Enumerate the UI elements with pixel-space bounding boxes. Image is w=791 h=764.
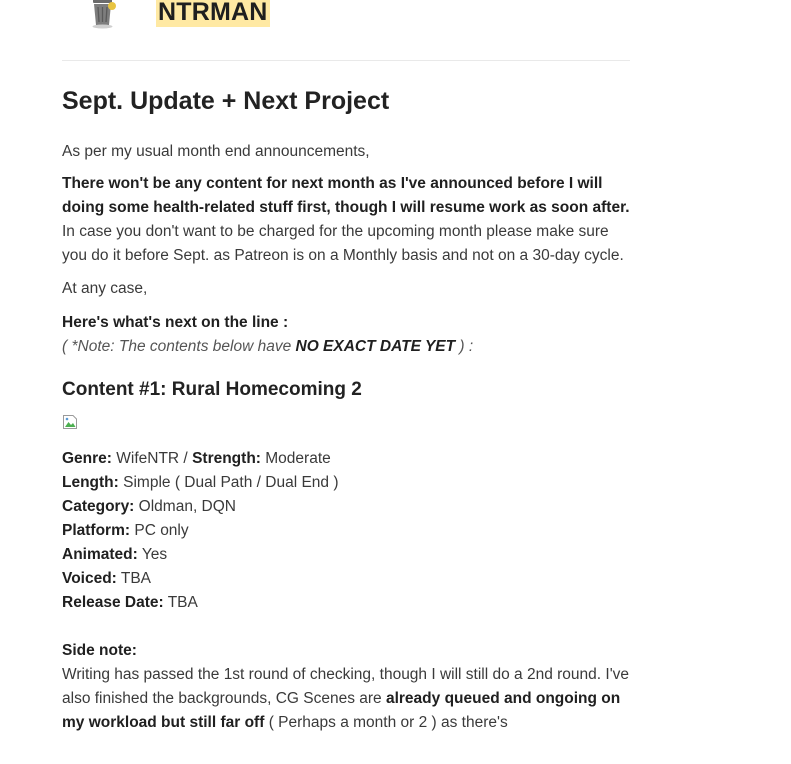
strength-value: Moderate: [260, 450, 331, 467]
announcement-bold: There won't be any content for next month as I've announced before I will doing some health-related stuff first, though I will resume work as soon after.: [62, 175, 630, 216]
content-1-heading: Content #1: Rural Homecoming 2: [62, 379, 362, 400]
announcement-rest: In case you don't want to be charged for the upcoming month please make sure you do it before Sept. as Patreon is on a Monthly basis and not on a 30-day cycle.: [62, 223, 624, 264]
strength-label: Strength:: [192, 450, 261, 467]
genre-label: Genre:: [62, 450, 112, 467]
length-value: Simple ( Dual Path / Dual End ): [118, 474, 339, 491]
category-label: Category:: [62, 498, 135, 515]
voiced-label: Voiced:: [62, 570, 117, 587]
post-body: [62, 86, 630, 735]
post-intro: As per my usual month end announcements,: [62, 143, 370, 160]
note-prefix: ( *Note: The contents below have: [62, 338, 296, 355]
next-on-line: [62, 311, 630, 359]
length-label: Length:: [62, 474, 119, 491]
game-specs: [62, 447, 630, 615]
site-header: [62, 0, 630, 61]
note-bold: NO EXACT DATE YET: [295, 338, 456, 355]
platform-value: PC only: [130, 522, 189, 539]
trash-can-logo-icon[interactable]: [88, 0, 120, 30]
date-note: [62, 338, 473, 355]
announcement-paragraph: [62, 172, 630, 268]
any-case-text: At any case,: [62, 280, 148, 297]
side-note-label: Side note:: [62, 642, 137, 659]
broken-image-icon: [62, 414, 78, 430]
site-brand-title[interactable]: NTRMAN: [156, 0, 270, 27]
side-note: [62, 639, 630, 735]
post-title: Sept. Update + Next Project: [62, 87, 390, 115]
animated-value: Yes: [137, 546, 168, 563]
release-date-value: TBA: [163, 594, 198, 611]
release-date-label: Release Date:: [62, 594, 164, 611]
side-note-text-end: ( Perhaps a month or 2 ) as there's: [264, 714, 508, 731]
voiced-value: TBA: [116, 570, 152, 587]
genre-value: WifeNTR /: [111, 450, 193, 467]
platform-label: Platform:: [62, 522, 131, 539]
next-on-line-heading: Here's what's next on the line :: [62, 314, 289, 331]
animated-label: Animated:: [62, 546, 138, 563]
side-note-bold: already queued and ongoing on my workload but still far off: [62, 690, 621, 731]
side-note-text: Writing has passed the 1st round of checking, though I will still do a 2nd round. I've also finished the backgrounds, CG Scenes are: [62, 666, 630, 707]
note-suffix: ) :: [455, 338, 474, 355]
category-value: Oldman, DQN: [134, 498, 236, 515]
